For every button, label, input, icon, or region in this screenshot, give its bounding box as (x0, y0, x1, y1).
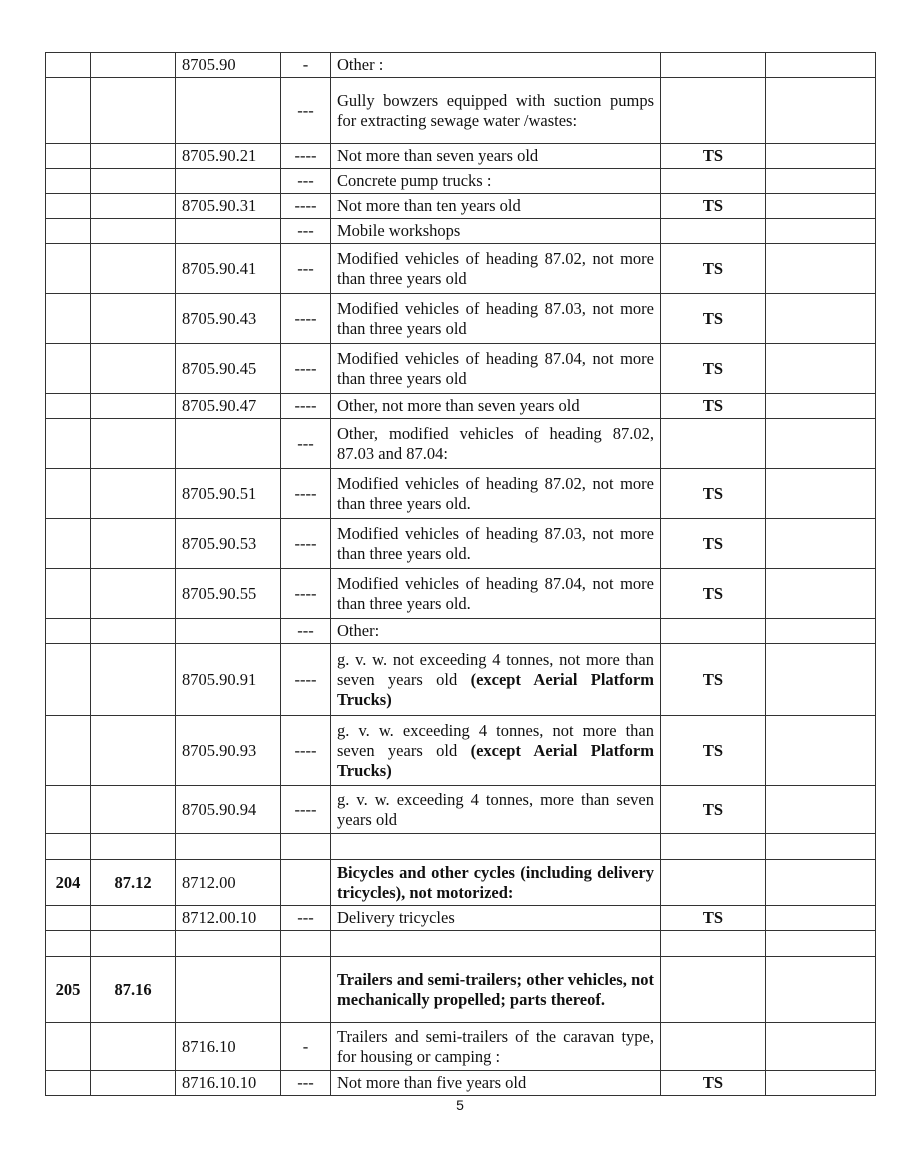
description-cell (331, 716, 661, 786)
hs-code-cell: 8705.90.47 (176, 394, 281, 419)
description-cell (331, 53, 661, 78)
heading-number-cell (46, 419, 91, 469)
heading-code-cell (91, 569, 176, 619)
description-cell (331, 786, 661, 834)
hs-code-cell: 8705.90.45 (176, 344, 281, 394)
heading-number-cell (46, 144, 91, 169)
heading-code-cell: 87.12 (91, 860, 176, 906)
description-cell (331, 144, 661, 169)
heading-number-cell: 204 (46, 860, 91, 906)
heading-code-cell (91, 716, 176, 786)
description-cell (331, 194, 661, 219)
hs-code-cell: 8705.90.51 (176, 469, 281, 519)
description-bold-text: Bicycles and other cycles (including delivery tricycles), not motorized: (337, 862, 654, 902)
heading-code-cell (91, 1071, 176, 1096)
description-text: Modified vehicles of heading 87.04, not more than three years old (337, 348, 654, 388)
ts-cell: TS (661, 144, 766, 169)
hs-code-cell: 8712.00.10 (176, 906, 281, 931)
dash-cell: --- (281, 419, 331, 469)
table-row (46, 294, 876, 344)
heading-code-cell (91, 1023, 176, 1071)
heading-code-cell (91, 619, 176, 644)
remarks-cell (766, 619, 876, 644)
hs-code-cell (176, 219, 281, 244)
heading-number-cell (46, 244, 91, 294)
description-cell (331, 244, 661, 294)
ts-cell (661, 78, 766, 144)
description-text: Concrete pump trucks : (337, 171, 492, 190)
ts-cell (661, 1023, 766, 1071)
remarks-cell (766, 931, 876, 957)
heading-number-cell (46, 219, 91, 244)
table-row (46, 860, 876, 906)
heading-code-cell (91, 219, 176, 244)
heading-number-cell (46, 1071, 91, 1096)
description-cell (331, 619, 661, 644)
ts-cell (661, 219, 766, 244)
description-bold-text: (except Aerial Platform Trucks) (337, 669, 654, 709)
dash-cell: --- (281, 169, 331, 194)
remarks-cell (766, 716, 876, 786)
table-row (46, 78, 876, 144)
remarks-cell (766, 53, 876, 78)
hs-code-cell: 8712.00 (176, 860, 281, 906)
heading-number-cell (46, 906, 91, 931)
description-text: Modified vehicles of heading 87.03, not more than three years old. (337, 523, 654, 563)
dash-cell: ---- (281, 644, 331, 716)
tariff-table (45, 52, 876, 1096)
dash-cell: ---- (281, 716, 331, 786)
table-row (46, 469, 876, 519)
heading-code-cell (91, 419, 176, 469)
table-row (46, 931, 876, 957)
ts-cell: TS (661, 716, 766, 786)
hs-code-cell: 8705.90.93 (176, 716, 281, 786)
ts-cell: TS (661, 906, 766, 931)
hs-code-cell: 8705.90.31 (176, 194, 281, 219)
heading-number-cell (46, 569, 91, 619)
dash-cell (281, 931, 331, 957)
ts-cell (661, 53, 766, 78)
description-cell (331, 469, 661, 519)
heading-number-cell (46, 78, 91, 144)
ts-cell: TS (661, 194, 766, 219)
dash-cell: --- (281, 1071, 331, 1096)
heading-number-cell (46, 53, 91, 78)
dash-cell: --- (281, 244, 331, 294)
remarks-cell (766, 786, 876, 834)
heading-number-cell (46, 786, 91, 834)
ts-cell (661, 419, 766, 469)
ts-cell: TS (661, 519, 766, 569)
description-text: Not more than ten years old (337, 196, 521, 215)
description-text: Modified vehicles of heading 87.02, not more than three years old (337, 248, 654, 288)
description-text: Modified vehicles of heading 87.02, not more than three years old. (337, 473, 654, 513)
remarks-cell (766, 860, 876, 906)
description-text: g. v. w. exceeding 4 tonnes, more than seven years old (337, 789, 654, 829)
description-cell (331, 78, 661, 144)
table-row (46, 644, 876, 716)
dash-cell: ---- (281, 786, 331, 834)
description-cell (331, 169, 661, 194)
heading-code-cell (91, 194, 176, 219)
table-row (46, 906, 876, 931)
dash-cell: ---- (281, 144, 331, 169)
hs-code-cell: 8705.90.94 (176, 786, 281, 834)
dash-cell: - (281, 53, 331, 78)
hs-code-cell (176, 169, 281, 194)
dash-cell: --- (281, 78, 331, 144)
table-row (46, 344, 876, 394)
table-row (46, 244, 876, 294)
table-row (46, 144, 876, 169)
dash-cell: ---- (281, 469, 331, 519)
description-cell (331, 957, 661, 1023)
description-text: g. v. w. not exceeding 4 tonnes, not more than seven years old (337, 649, 654, 689)
hs-code-cell: 8716.10 (176, 1023, 281, 1071)
heading-code-cell (91, 169, 176, 194)
hs-code-cell (176, 931, 281, 957)
ts-cell (661, 860, 766, 906)
remarks-cell (766, 394, 876, 419)
description-bold-text: Trailers and semi-trailers; other vehicles, not mechanically propelled; parts thereof. (337, 969, 654, 1009)
table-row (46, 619, 876, 644)
page-number: 5 (456, 1097, 464, 1113)
heading-code-cell (91, 53, 176, 78)
hs-code-cell (176, 419, 281, 469)
ts-cell: TS (661, 294, 766, 344)
heading-code-cell (91, 394, 176, 419)
table-row (46, 169, 876, 194)
dash-cell: --- (281, 219, 331, 244)
hs-code-cell (176, 619, 281, 644)
description-cell (331, 644, 661, 716)
ts-cell (661, 957, 766, 1023)
dash-cell: ---- (281, 194, 331, 219)
heading-number-cell (46, 834, 91, 860)
description-cell (331, 569, 661, 619)
heading-number-cell (46, 1023, 91, 1071)
hs-code-cell: 8705.90.91 (176, 644, 281, 716)
remarks-cell (766, 419, 876, 469)
description-text: Other : (337, 55, 384, 74)
heading-number-cell (46, 644, 91, 716)
description-cell (331, 219, 661, 244)
remarks-cell (766, 644, 876, 716)
description-cell (331, 1023, 661, 1071)
dash-cell (281, 834, 331, 860)
heading-number-cell (46, 194, 91, 219)
ts-cell: TS (661, 644, 766, 716)
description-text: Not more than five years old (337, 1073, 527, 1092)
dash-cell: ---- (281, 569, 331, 619)
description-text: Modified vehicles of heading 87.03, not more than three years old (337, 298, 654, 338)
description-text: g. v. w. exceeding 4 tonnes, not more than seven years old (337, 720, 654, 760)
ts-cell (661, 931, 766, 957)
description-text: Not more than seven years old (337, 146, 539, 165)
remarks-cell (766, 834, 876, 860)
description-cell (331, 834, 661, 860)
description-cell (331, 394, 661, 419)
dash-cell: --- (281, 619, 331, 644)
ts-cell: TS (661, 344, 766, 394)
heading-code-cell (91, 469, 176, 519)
description-cell (331, 860, 661, 906)
dash-cell: ---- (281, 344, 331, 394)
heading-number-cell: 205 (46, 957, 91, 1023)
heading-number-cell (46, 619, 91, 644)
remarks-cell (766, 957, 876, 1023)
description-text: Delivery tricycles (337, 908, 455, 927)
hs-code-cell: 8705.90.53 (176, 519, 281, 569)
remarks-cell (766, 169, 876, 194)
description-cell (331, 419, 661, 469)
hs-code-cell: 8716.10.10 (176, 1071, 281, 1096)
hs-code-cell (176, 957, 281, 1023)
heading-code-cell (91, 244, 176, 294)
heading-code-cell (91, 294, 176, 344)
table-row (46, 53, 876, 78)
heading-number-cell (46, 931, 91, 957)
description-cell (331, 344, 661, 394)
ts-cell (661, 619, 766, 644)
description-cell (331, 519, 661, 569)
remarks-cell (766, 144, 876, 169)
remarks-cell (766, 569, 876, 619)
remarks-cell (766, 244, 876, 294)
table-row (46, 834, 876, 860)
table-row (46, 419, 876, 469)
table-row (46, 394, 876, 419)
remarks-cell (766, 469, 876, 519)
ts-cell: TS (661, 786, 766, 834)
ts-cell (661, 834, 766, 860)
heading-code-cell (91, 78, 176, 144)
heading-code-cell: 87.16 (91, 957, 176, 1023)
table-body (46, 53, 876, 1096)
description-cell (331, 1071, 661, 1096)
heading-number-cell (46, 469, 91, 519)
hs-code-cell: 8705.90 (176, 53, 281, 78)
heading-code-cell (91, 519, 176, 569)
description-text: Trailers and semi-trailers of the caravan type, for housing or camping : (337, 1026, 654, 1066)
hs-code-cell: 8705.90.21 (176, 144, 281, 169)
dash-cell: --- (281, 906, 331, 931)
table-row (46, 519, 876, 569)
description-text: Other, not more than seven years old (337, 396, 580, 415)
ts-cell: TS (661, 394, 766, 419)
description-text: Other, modified vehicles of heading 87.02, 87.03 and 87.04: (337, 423, 654, 463)
table-row (46, 786, 876, 834)
heading-code-cell (91, 931, 176, 957)
remarks-cell (766, 219, 876, 244)
ts-cell (661, 169, 766, 194)
remarks-cell (766, 294, 876, 344)
ts-cell: TS (661, 244, 766, 294)
hs-code-cell (176, 78, 281, 144)
description-cell (331, 931, 661, 957)
dash-cell (281, 957, 331, 1023)
remarks-cell (766, 519, 876, 569)
hs-code-cell (176, 834, 281, 860)
table-row (46, 1071, 876, 1096)
heading-code-cell (91, 834, 176, 860)
dash-cell (281, 860, 331, 906)
description-text: Mobile workshops (337, 221, 461, 240)
remarks-cell (766, 344, 876, 394)
heading-number-cell (46, 169, 91, 194)
table-row (46, 569, 876, 619)
hs-code-cell: 8705.90.43 (176, 294, 281, 344)
ts-cell: TS (661, 469, 766, 519)
heading-code-cell (91, 906, 176, 931)
dash-cell: ---- (281, 294, 331, 344)
remarks-cell (766, 194, 876, 219)
heading-code-cell (91, 344, 176, 394)
table-row (46, 716, 876, 786)
remarks-cell (766, 78, 876, 144)
table-row (46, 194, 876, 219)
hs-code-cell: 8705.90.55 (176, 569, 281, 619)
description-text: Modified vehicles of heading 87.04, not more than three years old. (337, 573, 654, 613)
heading-number-cell (46, 394, 91, 419)
remarks-cell (766, 906, 876, 931)
hs-code-cell: 8705.90.41 (176, 244, 281, 294)
description-cell (331, 906, 661, 931)
heading-number-cell (46, 294, 91, 344)
dash-cell: - (281, 1023, 331, 1071)
description-text: Gully bowzers equipped with suction pumps for extracting sewage water /wastes: (337, 90, 654, 130)
heading-number-cell (46, 519, 91, 569)
heading-code-cell (91, 786, 176, 834)
table-row (46, 219, 876, 244)
heading-number-cell (46, 716, 91, 786)
ts-cell: TS (661, 1071, 766, 1096)
remarks-cell (766, 1023, 876, 1071)
heading-number-cell (46, 344, 91, 394)
table-row (46, 1023, 876, 1071)
remarks-cell (766, 1071, 876, 1096)
dash-cell: ---- (281, 394, 331, 419)
dash-cell: ---- (281, 519, 331, 569)
heading-code-cell (91, 644, 176, 716)
table-row (46, 957, 876, 1023)
description-bold-text: (except Aerial Platform Trucks) (337, 740, 654, 780)
heading-code-cell (91, 144, 176, 169)
description-cell (331, 294, 661, 344)
ts-cell: TS (661, 569, 766, 619)
description-text: Other: (337, 621, 380, 640)
